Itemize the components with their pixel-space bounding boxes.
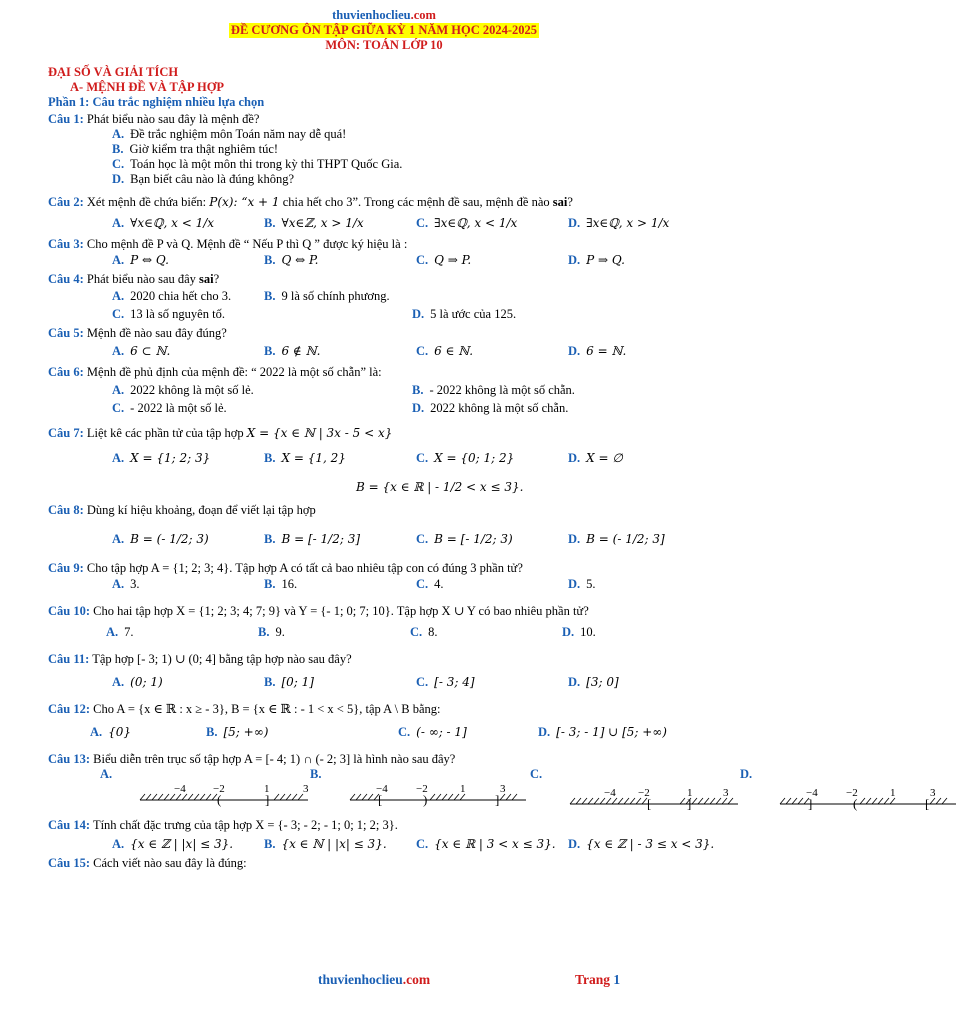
subject-title: MÔN: TOÁN LỚP 10 xyxy=(325,38,443,52)
tick-label: −2 xyxy=(416,783,428,795)
question-15: Câu 15: Cách viết nào sau đây là đúng: xyxy=(48,856,247,870)
tick-label: −2 xyxy=(846,787,858,799)
question-10: Câu 10: Cho hai tập hợp X = {1; 2; 3; 4; 7; 9} và Y = {- 1; 0; 7; 10}. Tập hợp X ∪ Y có bao nhiêu phần tử? xyxy=(48,604,589,618)
bracket-right: ] xyxy=(265,792,270,807)
bracket-left: [ xyxy=(378,792,383,807)
q2-option-b[interactable]: B. ∀x∈ℤ, x > 1/x xyxy=(264,216,364,230)
q8-options xyxy=(112,532,768,547)
q6-options xyxy=(112,383,768,416)
tick-label: 3 xyxy=(930,787,936,799)
q14-option-d[interactable]: D. {x ∈ ℤ | - 3 ≤ x < 3}. xyxy=(568,837,715,851)
tick-label: 3 xyxy=(500,783,506,795)
q3-option-c[interactable]: C. Q ⇒ P. xyxy=(416,253,472,267)
bracket-right: ) xyxy=(423,792,428,807)
q10-options xyxy=(106,625,768,640)
q13-option-c[interactable]: C. −4 −2 1 3 [ ] xyxy=(530,767,740,808)
q1-option-d[interactable]: D. Bạn biết câu nào là đúng không? xyxy=(112,172,294,186)
tick-label: −4 xyxy=(806,787,818,799)
tick-label: −2 xyxy=(638,787,650,799)
bracket-right: ] xyxy=(495,792,500,807)
question-5: Câu 5: Mệnh đề nào sau đây đúng? xyxy=(48,326,227,340)
question-6: Câu 6: Mệnh đề phủ định của mệnh đề: “ 2022 là một số chẵn” là: xyxy=(48,365,382,379)
q14-options xyxy=(112,837,768,852)
question-7: Câu 7: Liệt kê các phần tử của tập hợp X = {x ∈ ℕ | 3x - 5 < x} xyxy=(48,426,393,440)
q5-option-b[interactable]: B. 6 ∉ ℕ. xyxy=(264,344,321,358)
q14-option-c[interactable]: C. {x ∈ ℝ | 3 < x ≤ 3}. xyxy=(416,837,556,851)
q1-option-c[interactable]: C. Toán học là một môn thi trong kỳ thi THPT Quốc Gia. xyxy=(112,157,403,171)
q9-options xyxy=(112,577,768,592)
tick-label: 3 xyxy=(723,787,729,799)
bracket-right: ] xyxy=(687,796,692,811)
q3-option-d[interactable]: D. P ⇒ Q. xyxy=(568,253,625,267)
q8-option-d[interactable]: D. B = (- 1/2; 3] xyxy=(568,532,665,546)
q13-option-a[interactable]: A. −4 −2 1 3 ( ] xyxy=(100,767,309,807)
tick-label: −4 xyxy=(376,783,388,795)
subsection-title: A- MỆNH ĐỀ VÀ TẬP HỢP xyxy=(70,80,225,94)
tick-label: 1 xyxy=(460,783,466,795)
page-number: Trang 1 xyxy=(575,972,621,987)
q8-option-b[interactable]: B. B = [- 1/2; 3] xyxy=(264,532,361,546)
q5-option-d[interactable]: D. 6 = ℕ. xyxy=(568,344,627,358)
q8-set-definition: B = {x ∈ ℝ | - 1/2 < x ≤ 3}. xyxy=(356,480,524,494)
q13-option-d[interactable]: D. −4 −2 1 3 ] ( [ xyxy=(740,767,960,808)
q2-option-d[interactable]: D. ∃x∈ℚ, x > 1/x xyxy=(568,216,670,230)
q11-options xyxy=(112,675,768,690)
q4-option-b[interactable]: B. 9 là số chính phương. xyxy=(264,289,390,303)
q5-option-c[interactable]: C. 6 ∈ ℕ. xyxy=(416,344,474,358)
q13-options xyxy=(100,767,936,811)
question-9: Câu 9: Cho tập hợp A = {1; 2; 3; 4}. Tập hợp A có tất cả bao nhiêu tập con có đúng 3 phần tử? xyxy=(48,561,523,575)
q5-option-a[interactable]: A. 6 ⊂ ℕ. xyxy=(112,344,171,358)
tick-label: 3 xyxy=(303,783,309,795)
q10-option-b[interactable]: B. 9. xyxy=(258,625,285,639)
q10-option-c[interactable]: C. 8. xyxy=(410,625,438,639)
section-title: ĐẠI SỐ VÀ GIẢI TÍCH xyxy=(48,65,179,79)
number-line-d xyxy=(740,782,960,811)
q11-option-b[interactable]: B. [0; 1] xyxy=(264,675,314,689)
q14-option-a[interactable]: A. {x ∈ ℤ | |x| ≤ 3}. xyxy=(112,837,234,851)
question-14: Câu 14: Tính chất đặc trưng của tập hợp X = {- 3; - 2; - 1; 0; 1; 2; 3}. xyxy=(48,818,398,832)
q11-option-a[interactable]: A. (0; 1) xyxy=(112,675,163,689)
q8-option-a[interactable]: A. B = (- 1/2; 3) xyxy=(112,532,209,546)
bracket-left: [ xyxy=(647,796,652,811)
q1-option-b[interactable]: B. Giờ kiểm tra thật nghiêm túc! xyxy=(112,142,279,156)
q9-option-c[interactable]: C. 4. xyxy=(416,577,444,591)
q9-option-b[interactable]: B. 16. xyxy=(264,577,298,591)
part-title: Phần 1: Câu trắc nghiệm nhiều lựa chọn xyxy=(48,95,265,109)
number-line-a xyxy=(100,782,310,808)
number-line-c xyxy=(530,782,740,811)
q3-option-b[interactable]: B. Q ⇔ P. xyxy=(264,253,319,267)
q8-option-c[interactable]: C. B = [- 1/2; 3) xyxy=(416,532,513,546)
q7-option-c[interactable]: C. X = {0; 1; 2} xyxy=(416,451,515,465)
q7-options xyxy=(112,451,768,466)
question-8: Câu 8: Dùng kí hiệu khoảng, đoạn để viết lại tập hợp xyxy=(48,503,316,517)
q9-option-a[interactable]: A. 3. xyxy=(112,577,140,591)
tick-label: −2 xyxy=(213,783,225,795)
question-3: Câu 3: Cho mệnh đề P và Q. Mệnh đề “ Nếu P thì Q ” được ký hiệu là : xyxy=(48,237,408,251)
q4-options xyxy=(112,289,768,322)
tick-label: −4 xyxy=(174,783,186,795)
q6-option-d[interactable]: D. 2022 không là một số chẵn. xyxy=(412,401,569,415)
question-1: Câu 1: Phát biểu nào sau đây là mệnh đề? xyxy=(48,112,260,126)
q2-option-a[interactable]: A. ∀x∈ℚ, x < 1/x xyxy=(112,216,215,230)
q4-option-c[interactable]: C. 13 là số nguyên tố. xyxy=(112,307,225,321)
q11-option-c[interactable]: C. [- 3; 4] xyxy=(416,675,475,689)
q2-options xyxy=(112,216,768,231)
site-name[interactable]: thuvienhoclieu.com xyxy=(332,8,436,22)
question-2: Câu 2: Xét mệnh đề chứa biến: P(x): “x + 1 chia hết cho 3”. Trong các mệnh đề sau, mệnh đề nào sai? xyxy=(48,195,573,209)
q12-option-a[interactable]: A. {0} xyxy=(90,725,132,739)
q12-option-c[interactable]: C. (- ∞; - 1] xyxy=(398,725,467,739)
question-12: Câu 12: Cho A = {x ∈ ℝ : x ≥ - 3}, B = {x ∈ ℝ : - 1 < x < 5}, tập A \ B bằng: xyxy=(48,702,441,716)
tick-label: −4 xyxy=(604,787,616,799)
q6-option-c[interactable]: C. - 2022 là một số lẻ. xyxy=(112,401,227,415)
q6-option-b[interactable]: B. - 2022 không là một số chẵn. xyxy=(412,383,575,397)
header xyxy=(0,0,768,53)
q5-options xyxy=(112,344,768,359)
q12-options xyxy=(90,725,768,740)
q7-option-a[interactable]: A. X = {1; 2; 3} xyxy=(112,451,211,465)
q10-option-d[interactable]: D. 10. xyxy=(562,625,596,639)
q6-option-a[interactable]: A. 2022 không là một số lẻ. xyxy=(112,383,254,397)
q4-option-a[interactable]: A. 2020 chia hết cho 3. xyxy=(112,289,232,303)
footer-site-link[interactable]: thuvienhoclieu.com xyxy=(318,972,431,987)
q10-option-a[interactable]: A. 7. xyxy=(106,625,134,639)
q1-option-a[interactable]: A. Đề trắc nghiệm môn Toán năm nay dễ quá! xyxy=(112,127,347,141)
q9-option-d[interactable]: D. 5. xyxy=(568,577,596,591)
q3-option-a[interactable]: A. P ⇔ Q. xyxy=(112,253,169,267)
q11-option-d[interactable]: D. [3; 0] xyxy=(568,675,619,689)
number-line-b xyxy=(310,782,530,808)
tick-label: 1 xyxy=(687,787,693,799)
bracket-right: ( xyxy=(853,796,858,811)
q12-option-d[interactable]: D. [- 3; - 1] ∪ [5; +∞) xyxy=(538,725,667,739)
question-4: Câu 4: Phát biểu nào sau đây sai? xyxy=(48,272,220,286)
bracket-left: ( xyxy=(217,792,222,807)
document-title: ĐỀ CƯƠNG ÔN TẬP GIỮA KỲ 1 NĂM HỌC 2024-2025 xyxy=(230,23,538,37)
q7-option-d[interactable]: D. X = ∅ xyxy=(568,451,623,465)
q4-option-d[interactable]: D. 5 là ước của 125. xyxy=(412,307,517,321)
bracket-right: [ xyxy=(925,796,930,811)
tick-label: 1 xyxy=(264,783,270,795)
q3-options xyxy=(112,253,768,268)
q12-option-b[interactable]: B. [5; +∞) xyxy=(206,725,269,739)
q13-option-b[interactable]: B. −4 −2 1 3 [ ) ] xyxy=(310,767,530,808)
q7-option-b[interactable]: B. X = {1, 2} xyxy=(264,451,346,465)
q14-option-b[interactable]: B. {x ∈ ℕ | |x| ≤ 3}. xyxy=(264,837,387,851)
bracket-left: ] xyxy=(808,796,813,811)
question-13: Câu 13: Biểu diễn trên trục số tập hợp A = [- 4; 1) ∩ (- 2; 3] là hình nào sau đây? xyxy=(48,752,456,766)
question-11: Câu 11: Tập hợp [- 3; 1) ∪ (0; 4] bằng tập hợp nào sau đây? xyxy=(48,652,352,666)
tick-label: 1 xyxy=(890,787,896,799)
q2-option-c[interactable]: C. ∃x∈ℚ, x < 1/x xyxy=(416,216,518,230)
